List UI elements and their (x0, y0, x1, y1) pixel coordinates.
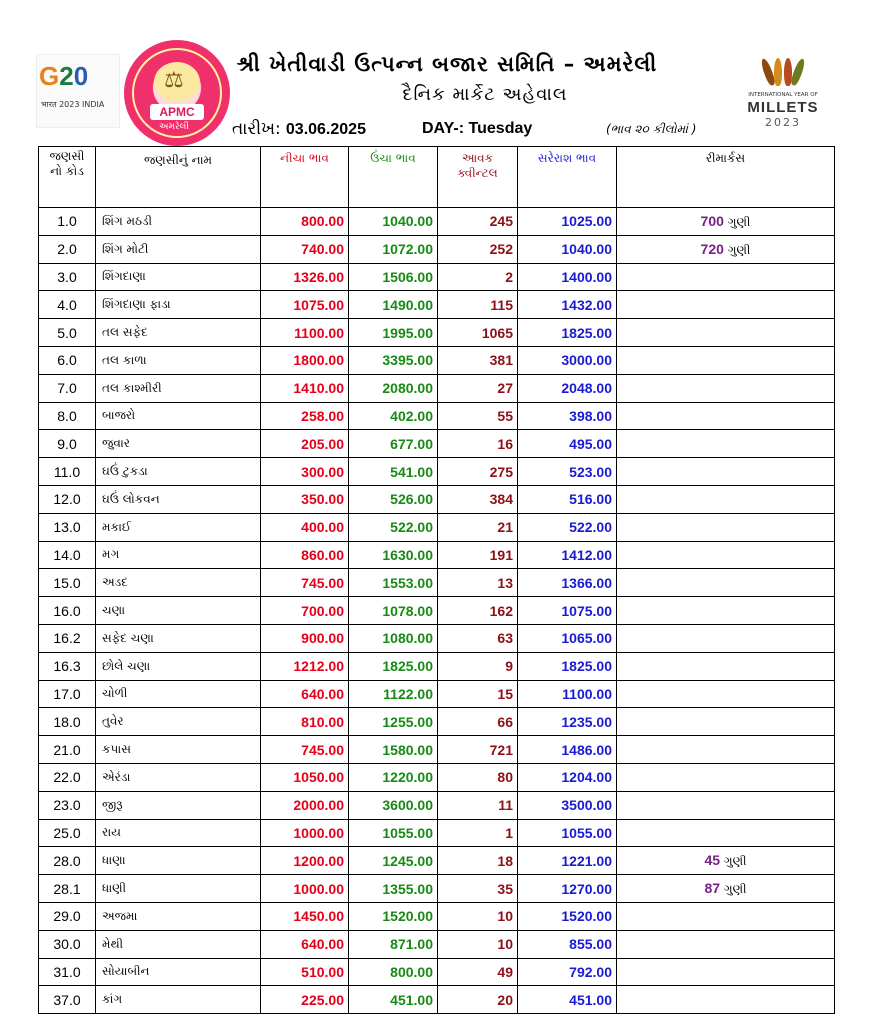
arrival-quintal: 1065 (438, 319, 518, 347)
arrival-quintal: 191 (438, 541, 518, 569)
remarks-cell (617, 597, 835, 625)
table-row (39, 958, 835, 986)
day-line (422, 120, 532, 138)
low-price: 1200.00 (261, 847, 349, 875)
arrival-quintal: 115 (438, 291, 518, 319)
table-row (39, 402, 835, 430)
table-row (39, 541, 835, 569)
arrival-quintal: 21 (438, 513, 518, 541)
low-price: 800.00 (261, 208, 349, 236)
average-price: 3500.00 (518, 791, 617, 819)
remarks-cell (617, 763, 835, 791)
table-row (39, 291, 835, 319)
low-price: 1100.00 (261, 319, 349, 347)
page-subtitle: દૈનિક માર્કેટ અહેવાલ (402, 84, 568, 105)
commodity-name: ધાણી (96, 875, 261, 903)
arrival-quintal: 13 (438, 569, 518, 597)
low-price: 1050.00 (261, 763, 349, 791)
commodity-name: ઘઉં ટુકડા (96, 458, 261, 486)
high-price: 3395.00 (349, 346, 438, 374)
apmc-city: અમરેલી (159, 122, 189, 132)
commodity-code: 9.0 (39, 430, 96, 458)
high-price: 1072.00 (349, 235, 438, 263)
table-row (39, 319, 835, 347)
commodity-name: કાંગ (96, 986, 261, 1014)
average-price: 855.00 (518, 930, 617, 958)
average-price: 1520.00 (518, 902, 617, 930)
remarks-quantity: 720 (700, 240, 724, 257)
table-row (39, 930, 835, 958)
scale-icon: ⚖ (164, 68, 184, 93)
average-price: 2048.00 (518, 374, 617, 402)
commodity-name: ઘઉં લોકવન (96, 485, 261, 513)
average-price: 1825.00 (518, 652, 617, 680)
remarks-cell (617, 485, 835, 513)
high-price: 1040.00 (349, 208, 438, 236)
low-price: 1075.00 (261, 291, 349, 319)
table-row (39, 346, 835, 374)
col-high-header: ઉંચા ભાવ (349, 147, 438, 208)
commodity-name: ચોળી (96, 680, 261, 708)
arrival-quintal: 275 (438, 458, 518, 486)
remarks-cell (617, 319, 835, 347)
commodity-code: 18.0 (39, 708, 96, 736)
table-row (39, 235, 835, 263)
table-row (39, 458, 835, 486)
commodity-code: 14.0 (39, 541, 96, 569)
remarks-cell (617, 652, 835, 680)
high-price: 1490.00 (349, 291, 438, 319)
low-price: 1000.00 (261, 819, 349, 847)
apmc-band: APMC (150, 104, 204, 120)
arrival-quintal: 27 (438, 374, 518, 402)
average-price: 1221.00 (518, 847, 617, 875)
commodity-name: અડદ (96, 569, 261, 597)
high-price: 1506.00 (349, 263, 438, 291)
low-price: 745.00 (261, 569, 349, 597)
arrival-quintal: 66 (438, 708, 518, 736)
low-price: 640.00 (261, 930, 349, 958)
low-price: 1326.00 (261, 263, 349, 291)
commodity-code: 15.0 (39, 569, 96, 597)
table-row (39, 569, 835, 597)
high-price: 1580.00 (349, 736, 438, 764)
commodity-code: 28.0 (39, 847, 96, 875)
remarks-cell (617, 374, 835, 402)
remarks-cell (617, 708, 835, 736)
remarks-cell (617, 847, 835, 875)
low-price: 225.00 (261, 986, 349, 1014)
commodity-code: 22.0 (39, 763, 96, 791)
remarks-unit: ગુણી (723, 854, 747, 869)
commodity-name: તુવેર (96, 708, 261, 736)
low-price: 510.00 (261, 958, 349, 986)
arrival-quintal: 49 (438, 958, 518, 986)
arrival-quintal: 18 (438, 847, 518, 875)
high-price: 541.00 (349, 458, 438, 486)
average-price: 522.00 (518, 513, 617, 541)
commodity-name: ચણા (96, 597, 261, 625)
millets-word: MILLETS (747, 99, 819, 116)
commodity-name: રાય (96, 819, 261, 847)
table-row (39, 624, 835, 652)
average-price: 1204.00 (518, 763, 617, 791)
arrival-quintal: 9 (438, 652, 518, 680)
high-price: 2080.00 (349, 374, 438, 402)
remarks-unit: ગુણી (727, 214, 751, 229)
arrival-quintal: 35 (438, 875, 518, 903)
average-price: 1486.00 (518, 736, 617, 764)
table-row (39, 902, 835, 930)
commodity-name: મગ (96, 541, 261, 569)
millets-caption: INTERNATIONAL YEAR OF (748, 92, 818, 98)
table-row (39, 485, 835, 513)
millet-stalk-icon (789, 57, 806, 86)
low-price: 258.00 (261, 402, 349, 430)
high-price: 1080.00 (349, 624, 438, 652)
g20-caption: भारत 2023 INDIA (41, 100, 105, 109)
low-price: 205.00 (261, 430, 349, 458)
remarks-cell (617, 458, 835, 486)
commodity-name: જીરૂ (96, 791, 261, 819)
arrival-quintal: 384 (438, 485, 518, 513)
table-header-row (39, 147, 835, 208)
low-price: 745.00 (261, 736, 349, 764)
high-price: 526.00 (349, 485, 438, 513)
remarks-cell (617, 430, 835, 458)
commodity-name: અજમા (96, 902, 261, 930)
high-price: 871.00 (349, 930, 438, 958)
commodity-code: 7.0 (39, 374, 96, 402)
commodity-code: 6.0 (39, 346, 96, 374)
table-row (39, 986, 835, 1014)
arrival-quintal: 252 (438, 235, 518, 263)
arrival-quintal: 16 (438, 430, 518, 458)
remarks-cell (617, 624, 835, 652)
col-low-header: નીચા ભાવ (261, 147, 349, 208)
commodity-code: 30.0 (39, 930, 96, 958)
commodity-name: કપાસ (96, 736, 261, 764)
remarks-cell (617, 736, 835, 764)
remarks-cell (617, 541, 835, 569)
arrival-quintal: 63 (438, 624, 518, 652)
commodity-code: 2.0 (39, 235, 96, 263)
arrival-quintal: 1 (438, 819, 518, 847)
average-price: 495.00 (518, 430, 617, 458)
commodity-code: 16.0 (39, 597, 96, 625)
col-avg-header: સરેરાશ ભાવ (518, 147, 617, 208)
table-row (39, 847, 835, 875)
market-table (38, 146, 835, 1014)
commodity-name: તલ સફેદ (96, 319, 261, 347)
arrival-quintal: 80 (438, 763, 518, 791)
average-price: 1825.00 (518, 319, 617, 347)
low-price: 700.00 (261, 597, 349, 625)
page-title: શ્રી ખેતીવાડી ઉત્પન્ન બજાર સમિતિ – અમરેલી (236, 52, 658, 76)
commodity-code: 37.0 (39, 986, 96, 1014)
apmc-logo (124, 40, 230, 146)
high-price: 522.00 (349, 513, 438, 541)
commodity-name: સફેદ ચણા (96, 624, 261, 652)
table-row (39, 763, 835, 791)
table-row (39, 513, 835, 541)
average-price: 1235.00 (518, 708, 617, 736)
low-price: 300.00 (261, 458, 349, 486)
low-price: 1212.00 (261, 652, 349, 680)
arrival-quintal: 245 (438, 208, 518, 236)
table-row (39, 263, 835, 291)
high-price: 1553.00 (349, 569, 438, 597)
arrival-quintal: 15 (438, 680, 518, 708)
low-price: 900.00 (261, 624, 349, 652)
day-value: Tuesday (468, 120, 533, 137)
commodity-name: મકાઈ (96, 513, 261, 541)
average-price: 516.00 (518, 485, 617, 513)
arrival-quintal: 721 (438, 736, 518, 764)
remarks-cell (617, 791, 835, 819)
average-price: 1075.00 (518, 597, 617, 625)
average-price: 792.00 (518, 958, 617, 986)
average-price: 1432.00 (518, 291, 617, 319)
commodity-code: 1.0 (39, 208, 96, 236)
col-arrival-header: આવક ક્વીન્ટલ (438, 147, 518, 208)
remarks-cell (617, 235, 835, 263)
high-price: 1245.00 (349, 847, 438, 875)
low-price: 810.00 (261, 708, 349, 736)
average-price: 1366.00 (518, 569, 617, 597)
arrival-quintal: 381 (438, 346, 518, 374)
average-price: 1270.00 (518, 875, 617, 903)
commodity-name: ધાણા (96, 847, 261, 875)
commodity-code: 4.0 (39, 291, 96, 319)
unit-note: (ભાવ ૨૦ કીલોમાં ) (606, 122, 697, 136)
table-row (39, 208, 835, 236)
date-line (232, 119, 366, 139)
commodity-code: 3.0 (39, 263, 96, 291)
remarks-cell (617, 513, 835, 541)
low-price: 2000.00 (261, 791, 349, 819)
commodity-name: તલ કાશ્મીરી (96, 374, 261, 402)
low-price: 1450.00 (261, 902, 349, 930)
remarks-quantity: 87 (704, 880, 721, 897)
low-price: 1000.00 (261, 875, 349, 903)
low-price: 1410.00 (261, 374, 349, 402)
remarks-unit: ગુણી (727, 242, 751, 257)
commodity-code: 29.0 (39, 902, 96, 930)
col-remarks-header: રીમાર્કસ (617, 147, 835, 208)
high-price: 1995.00 (349, 319, 438, 347)
table-row (39, 875, 835, 903)
remarks-cell (617, 986, 835, 1014)
low-price: 740.00 (261, 235, 349, 263)
remarks-cell (617, 902, 835, 930)
average-price: 1412.00 (518, 541, 617, 569)
remarks-cell (617, 875, 835, 903)
average-price: 1065.00 (518, 624, 617, 652)
high-price: 1520.00 (349, 902, 438, 930)
arrival-quintal: 10 (438, 930, 518, 958)
commodity-name: તલ કાળા (96, 346, 261, 374)
commodity-code: 5.0 (39, 319, 96, 347)
millets-logo (740, 54, 826, 130)
commodity-name: શિંગ મઠડી (96, 208, 261, 236)
average-price: 1100.00 (518, 680, 617, 708)
remarks-cell (617, 819, 835, 847)
remarks-cell (617, 569, 835, 597)
high-price: 1355.00 (349, 875, 438, 903)
table-row (39, 374, 835, 402)
high-price: 677.00 (349, 430, 438, 458)
commodity-name: મેથી (96, 930, 261, 958)
table-row (39, 652, 835, 680)
remarks-quantity: 45 (704, 852, 721, 869)
table-row (39, 680, 835, 708)
g20-logo (36, 54, 120, 128)
arrival-quintal: 55 (438, 402, 518, 430)
average-price: 1025.00 (518, 208, 617, 236)
remarks-cell (617, 291, 835, 319)
low-price: 1800.00 (261, 346, 349, 374)
millets-year: 2023 (765, 116, 801, 129)
arrival-quintal: 11 (438, 791, 518, 819)
col-code-header: જણસી નો કોડ (39, 147, 96, 208)
table-row (39, 597, 835, 625)
average-price: 523.00 (518, 458, 617, 486)
commodity-code: 23.0 (39, 791, 96, 819)
commodity-code: 11.0 (39, 458, 96, 486)
commodity-code: 16.3 (39, 652, 96, 680)
remarks-quantity: 700 (700, 212, 724, 229)
remarks-cell (617, 263, 835, 291)
average-price: 1400.00 (518, 263, 617, 291)
remarks-cell (617, 208, 835, 236)
day-label: DAY-: (422, 120, 465, 137)
commodity-name: શિંગ મોટી (96, 235, 261, 263)
remarks-cell (617, 958, 835, 986)
high-price: 1220.00 (349, 763, 438, 791)
average-price: 1055.00 (518, 819, 617, 847)
commodity-code: 31.0 (39, 958, 96, 986)
table-row (39, 819, 835, 847)
col-name-header: જણસીનું નામ (96, 147, 261, 208)
high-price: 1055.00 (349, 819, 438, 847)
date-label: તારીખ: (232, 119, 281, 139)
commodity-code: 8.0 (39, 402, 96, 430)
high-price: 800.00 (349, 958, 438, 986)
commodity-name: જુવાર (96, 430, 261, 458)
high-price: 3600.00 (349, 791, 438, 819)
commodity-name: શિંગદાણા (96, 263, 261, 291)
commodity-name: શિંગદાણા ફાડા (96, 291, 261, 319)
low-price: 400.00 (261, 513, 349, 541)
remarks-cell (617, 680, 835, 708)
table-row (39, 791, 835, 819)
millet-stalk-icon (774, 58, 782, 86)
high-price: 451.00 (349, 986, 438, 1014)
average-price: 3000.00 (518, 346, 617, 374)
commodity-code: 17.0 (39, 680, 96, 708)
arrival-quintal: 20 (438, 986, 518, 1014)
commodity-code: 16.2 (39, 624, 96, 652)
commodity-name: બાજરો (96, 402, 261, 430)
table-row (39, 736, 835, 764)
arrival-quintal: 2 (438, 263, 518, 291)
commodity-code: 21.0 (39, 736, 96, 764)
remarks-cell (617, 346, 835, 374)
average-price: 1040.00 (518, 235, 617, 263)
remarks-cell (617, 402, 835, 430)
average-price: 398.00 (518, 402, 617, 430)
high-price: 1078.00 (349, 597, 438, 625)
commodity-code: 28.1 (39, 875, 96, 903)
high-price: 1825.00 (349, 652, 438, 680)
arrival-quintal: 162 (438, 597, 518, 625)
date-value: 03.06.2025 (285, 121, 366, 138)
commodity-name: એરંડા (96, 763, 261, 791)
high-price: 1255.00 (349, 708, 438, 736)
table-row (39, 708, 835, 736)
commodity-code: 25.0 (39, 819, 96, 847)
high-price: 402.00 (349, 402, 438, 430)
remarks-unit: ગુણી (723, 882, 747, 897)
arrival-quintal: 10 (438, 902, 518, 930)
commodity-name: છોલે ચણા (96, 652, 261, 680)
low-price: 640.00 (261, 680, 349, 708)
commodity-code: 13.0 (39, 513, 96, 541)
commodity-name: સોયાબીન (96, 958, 261, 986)
remarks-cell (617, 930, 835, 958)
average-price: 451.00 (518, 986, 617, 1014)
low-price: 350.00 (261, 485, 349, 513)
high-price: 1630.00 (349, 541, 438, 569)
g20-mark: G20 (39, 61, 89, 91)
high-price: 1122.00 (349, 680, 438, 708)
commodity-code: 12.0 (39, 485, 96, 513)
low-price: 860.00 (261, 541, 349, 569)
table-row (39, 430, 835, 458)
